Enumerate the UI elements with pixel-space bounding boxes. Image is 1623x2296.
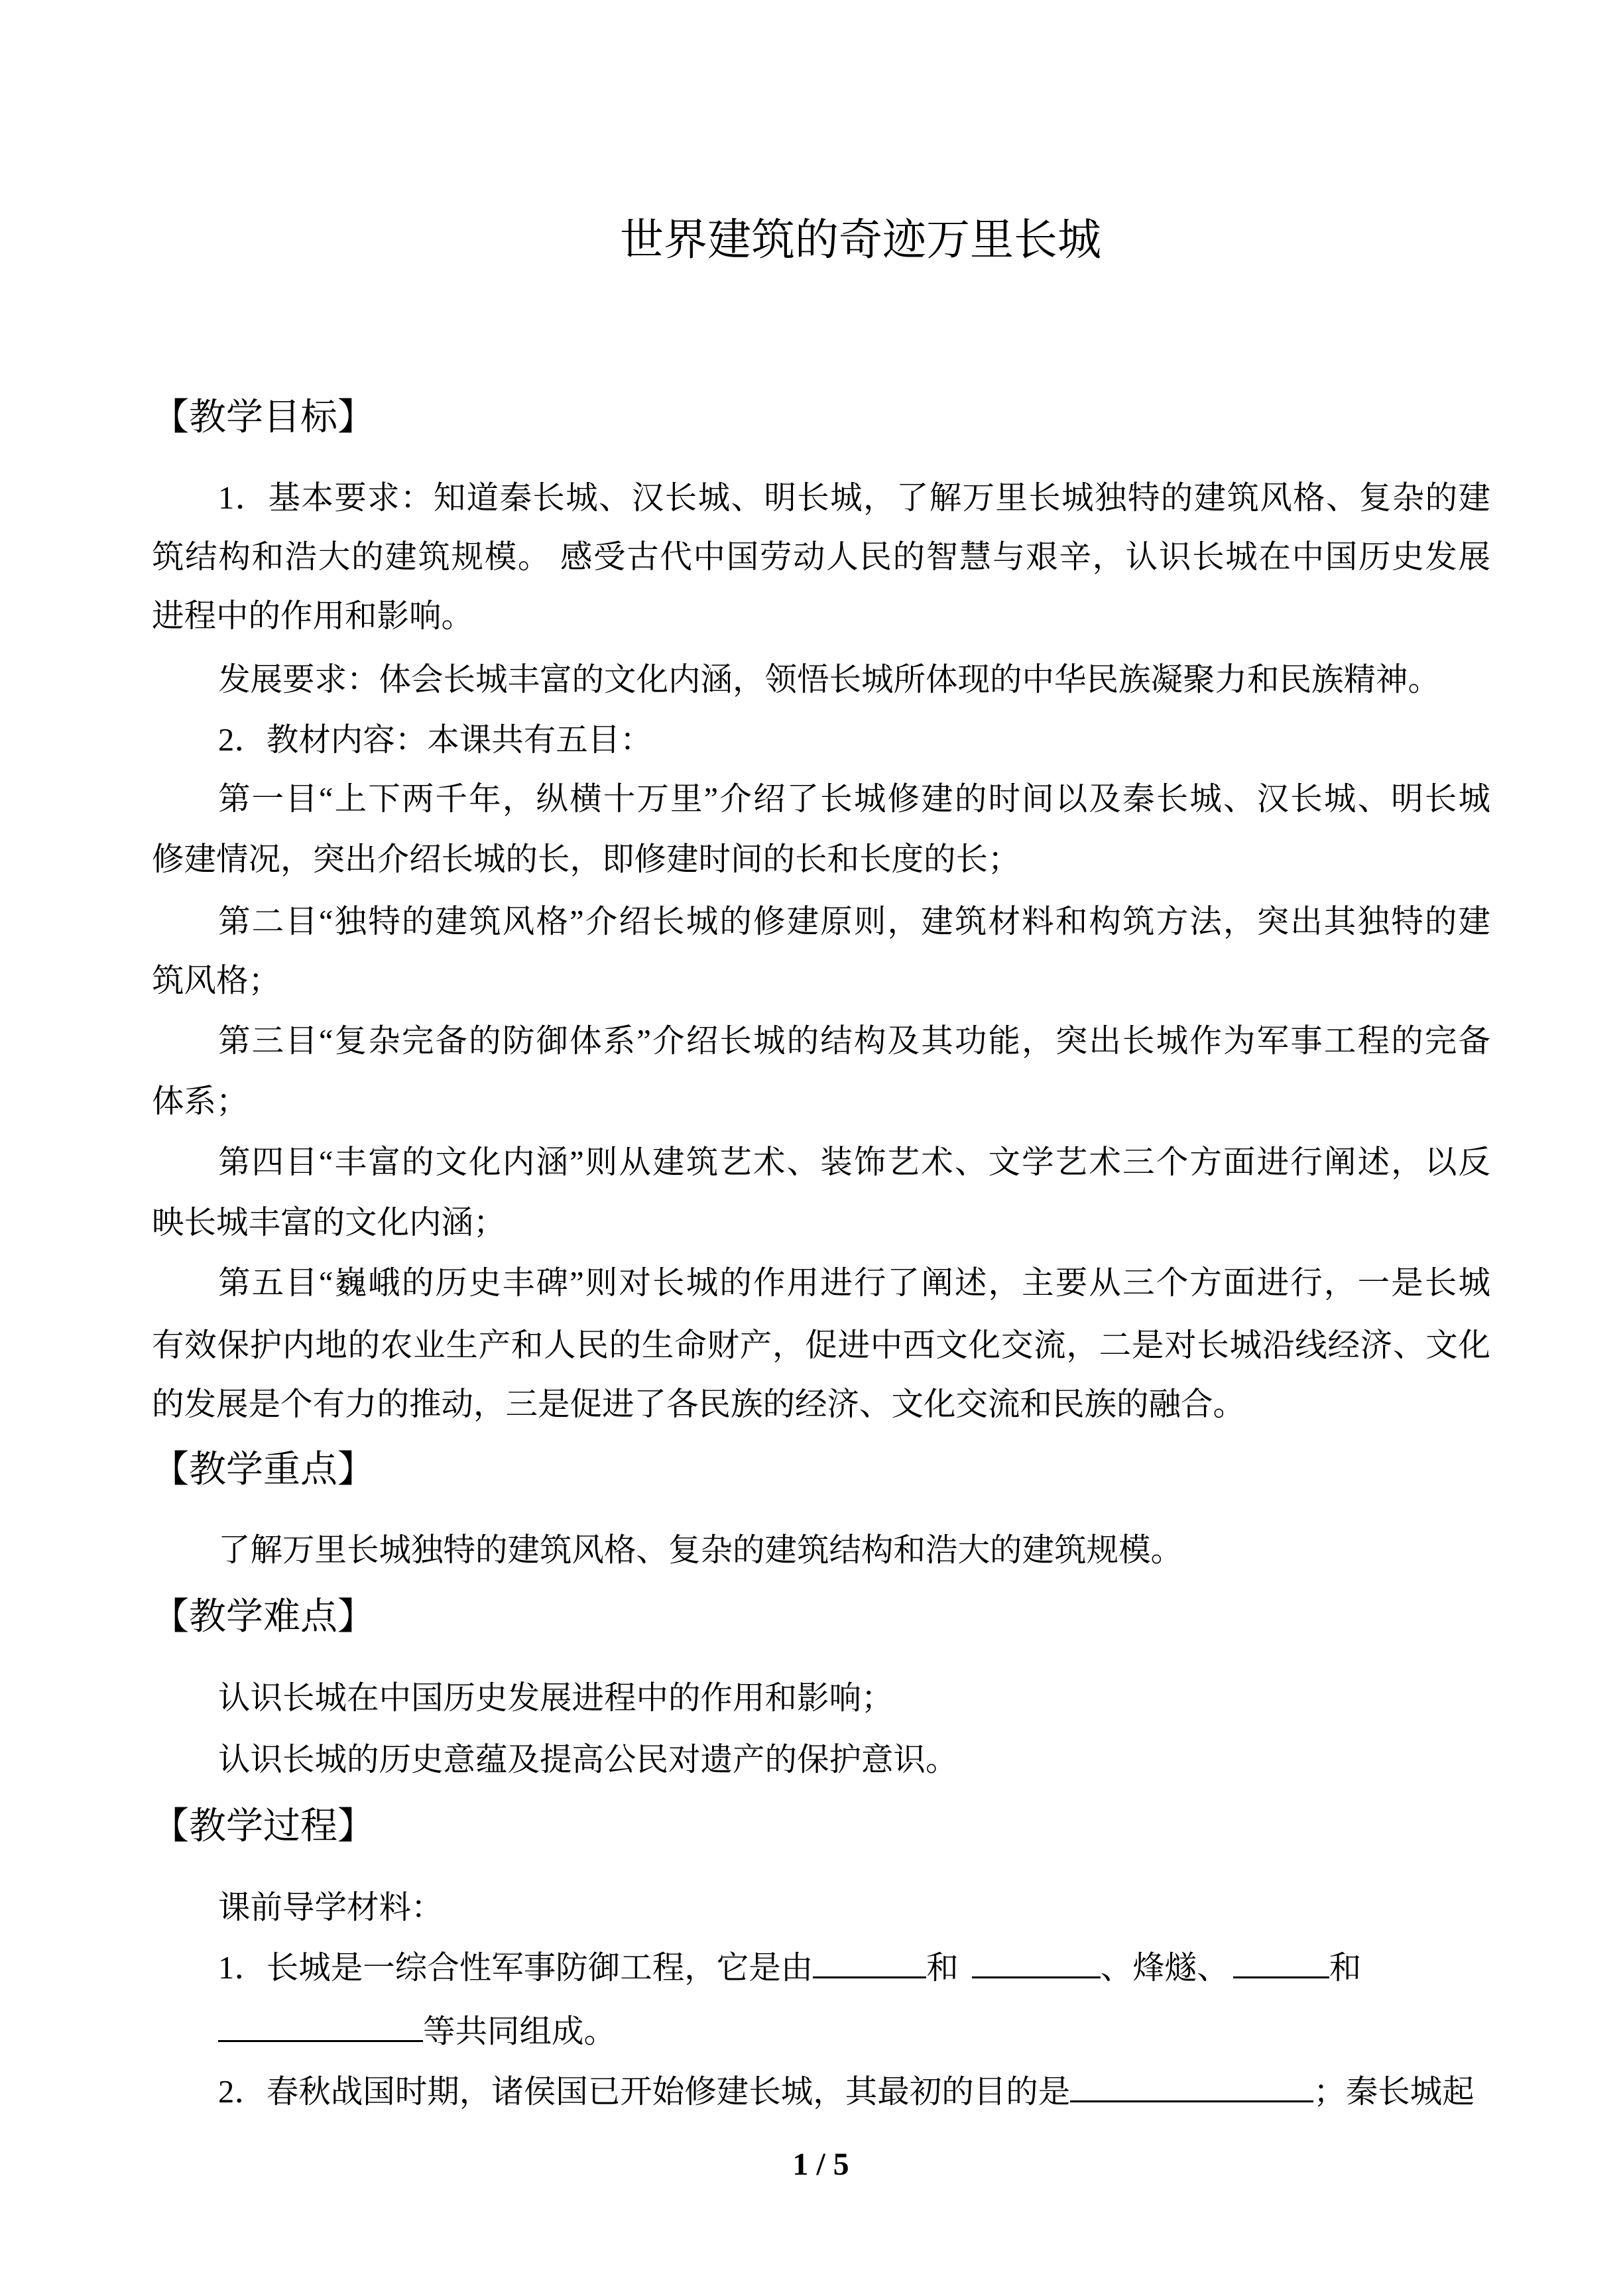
answer-blank bbox=[1070, 2071, 1313, 2102]
process-intro: 课前导学材料： bbox=[218, 1890, 444, 1925]
question-text: ；秦长城起 bbox=[1313, 2075, 1474, 2110]
objectives-line: 第三目“复杂完备的防御体系”介绍长城的结构及其功能，突出长城作为军事工程的完备 bbox=[218, 1024, 1490, 1059]
section-heading-difficulties: 【教学难点】 bbox=[152, 1597, 375, 1638]
objectives-line: 第五目“巍峨的历史丰碑”则对长城的作用进行了阐述，主要从三个方面进行，一是长城 bbox=[218, 1266, 1490, 1301]
question-1-line-2 bbox=[218, 2002, 1490, 2062]
document-title: 世界建筑的奇迹万里长城 bbox=[620, 216, 1101, 265]
question-text: 和 bbox=[926, 1951, 959, 1986]
section-heading-key-points: 【教学重点】 bbox=[152, 1449, 375, 1490]
objectives-line: 筑风格； bbox=[152, 963, 281, 998]
answer-blank bbox=[218, 2011, 423, 2042]
answer-blank bbox=[813, 1947, 926, 1978]
objectives-line: 第一目“上下两千年，纵横十万里”介绍了长城修建的时间以及秦长城、汉长城、明长城 bbox=[218, 782, 1490, 817]
objectives-line: 2．教材内容：本课共有五目： bbox=[218, 723, 652, 758]
objectives-line: 映长城丰富的文化内涵； bbox=[152, 1205, 506, 1240]
objectives-line: 1．基本要求：知道秦长城、汉长城、明长城，了解万里长城独特的建筑风格、复杂的建 bbox=[218, 481, 1490, 516]
objectives-line: 第四目“丰富的文化内涵”则从建筑艺术、装饰艺术、文学艺术三个方面进行阐述，以反 bbox=[218, 1145, 1490, 1180]
page-number: 1 / 5 bbox=[792, 2147, 849, 2182]
objectives-line: 进程中的作用和影响。 bbox=[152, 599, 474, 634]
question-text: 1．长城是一综合性军事防御工程，它是由 bbox=[218, 1951, 813, 1986]
objectives-line: 筑结构和浩大的建筑规模。 感受古代中国劳动人民的智慧与艰辛，认识长城在中国历史发展 bbox=[152, 540, 1490, 575]
question-2-line-1 bbox=[218, 2063, 1490, 2122]
section-heading-process: 【教学过程】 bbox=[152, 1806, 375, 1847]
objectives-line: 发展要求：体会长城丰富的文化内涵，领悟长城所体现的中华民族凝聚力和民族精神。 bbox=[218, 662, 1441, 697]
objectives-line: 有效保护内地的农业生产和人民的生命财产，促进中西文化交流，二是对长城沿线经济、文化 bbox=[152, 1328, 1490, 1363]
question-text: 和 bbox=[1329, 1951, 1362, 1986]
answer-blank bbox=[972, 1947, 1101, 1978]
objectives-line: 体系； bbox=[152, 1084, 249, 1119]
section-heading-objectives: 【教学目标】 bbox=[152, 397, 375, 438]
question-text: 等共同组成。 bbox=[423, 2014, 617, 2049]
answer-blank bbox=[1233, 1947, 1329, 1978]
question-text: 、烽燧、 bbox=[1100, 1951, 1229, 1986]
objectives-line: 的发展是个有力的推动，三是促进了各民族的经济、文化交流和民族的融合。 bbox=[152, 1387, 1246, 1422]
objectives-line: 第二目“独特的建筑风格”介绍长城的修建原则，建筑材料和构筑方法，突出其独特的建 bbox=[218, 904, 1490, 939]
difficulties-line: 认识长城在中国历史发展进程中的作用和影响； bbox=[218, 1681, 894, 1716]
difficulties-line: 认识长城的历史意蕴及提高公民对遗产的保护意识。 bbox=[218, 1742, 958, 1778]
objectives-line: 修建情况，突出介绍长城的长，即修建时间的长和长度的长； bbox=[152, 842, 1020, 877]
question-text: 2．春秋战国时期，诸侯国已开始修建长城，其最初的目的是 bbox=[218, 2075, 1071, 2110]
key-points-line: 了解万里长城独特的建筑风格、复杂的建筑结构和浩大的建筑规模。 bbox=[218, 1533, 1183, 1568]
question-1-line-1 bbox=[218, 1939, 1490, 1998]
